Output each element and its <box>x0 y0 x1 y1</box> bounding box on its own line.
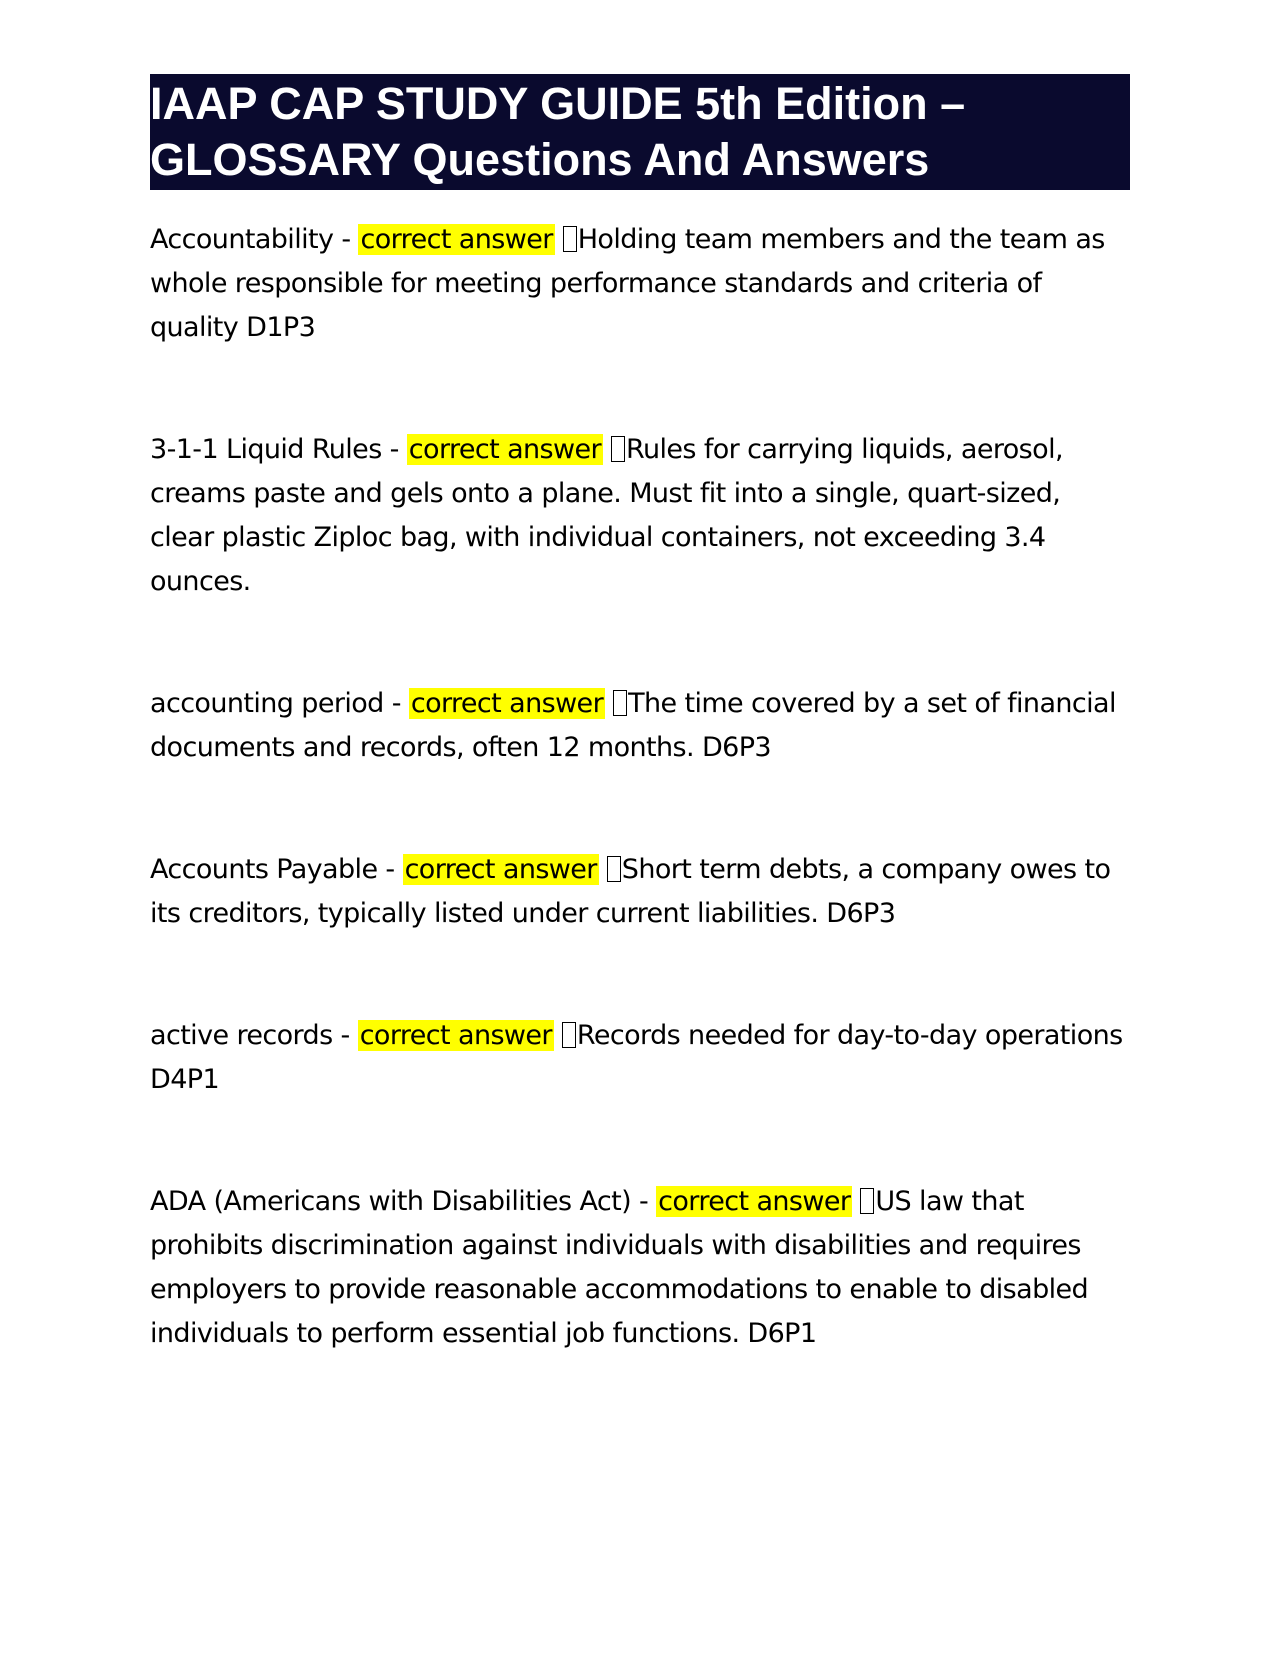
glossary-entry <box>150 1014 1130 1102</box>
correct-answer-highlight: correct answer <box>404 854 597 885</box>
glossary-entry <box>150 848 1130 936</box>
entry-answer: The time covered by a set of financial documents and records, often 12 months. D6P3 <box>150 688 1116 763</box>
entry-answer: Records needed for day-to-day operations D4P1 <box>150 1020 1123 1095</box>
glossary-entries <box>150 218 1130 1356</box>
correct-answer-highlight: correct answer <box>410 688 604 719</box>
missing-glyph-icon <box>563 226 577 252</box>
correct-answer-highlight: correct answer <box>359 1020 552 1051</box>
entry-answer: US law that prohibits discrimination against individuals with disabilities and requires employers to provide reasonable accommodations to enable to disabled individuals to perform essential job functions. D6P1 <box>150 1186 1089 1349</box>
entry-answer: Short term debts, a company owes to its creditors, typically listed under current liabilities. D6P3 <box>150 854 1111 929</box>
correct-answer-highlight: correct answer <box>360 224 553 255</box>
glossary-entry <box>150 428 1130 604</box>
entry-term: active records - <box>150 1020 358 1051</box>
entry-answer: Rules for carrying liquids, aerosol, creams paste and gels onto a plane. Must fit into a single, quart-sized, clear plastic Ziploc bag, with individual containers, not exceeding 3.4 ounces. <box>150 434 1063 597</box>
missing-glyph-icon <box>611 436 625 462</box>
document-title <box>150 74 1130 190</box>
correct-answer-highlight: correct answer <box>658 1186 851 1217</box>
missing-glyph-icon <box>607 856 621 882</box>
glossary-entry <box>150 682 1130 770</box>
missing-glyph-icon <box>613 690 627 716</box>
correct-answer-highlight: correct answer <box>408 434 602 465</box>
missing-glyph-icon <box>860 1188 874 1214</box>
missing-glyph-icon <box>562 1022 576 1048</box>
title-line-2: GLOSSARY Questions And Answers <box>150 134 930 185</box>
entry-term: 3-1-1 Liquid Rules - <box>150 434 407 465</box>
entry-answer: Holding team members and the team as whole responsible for meeting performance standards and criteria of quality D1P3 <box>150 224 1105 343</box>
entry-term: Accountability - <box>150 224 359 255</box>
document-page <box>150 74 1130 1356</box>
entry-term: ADA (Americans with Disabilities Act) - <box>150 1186 657 1217</box>
entry-term: Accounts Payable - <box>150 854 403 885</box>
glossary-entry <box>150 1180 1130 1356</box>
entry-term: accounting period - <box>150 688 409 719</box>
title-line-1: IAAP CAP STUDY GUIDE 5th Edition – <box>150 78 966 129</box>
glossary-entry <box>150 218 1130 350</box>
